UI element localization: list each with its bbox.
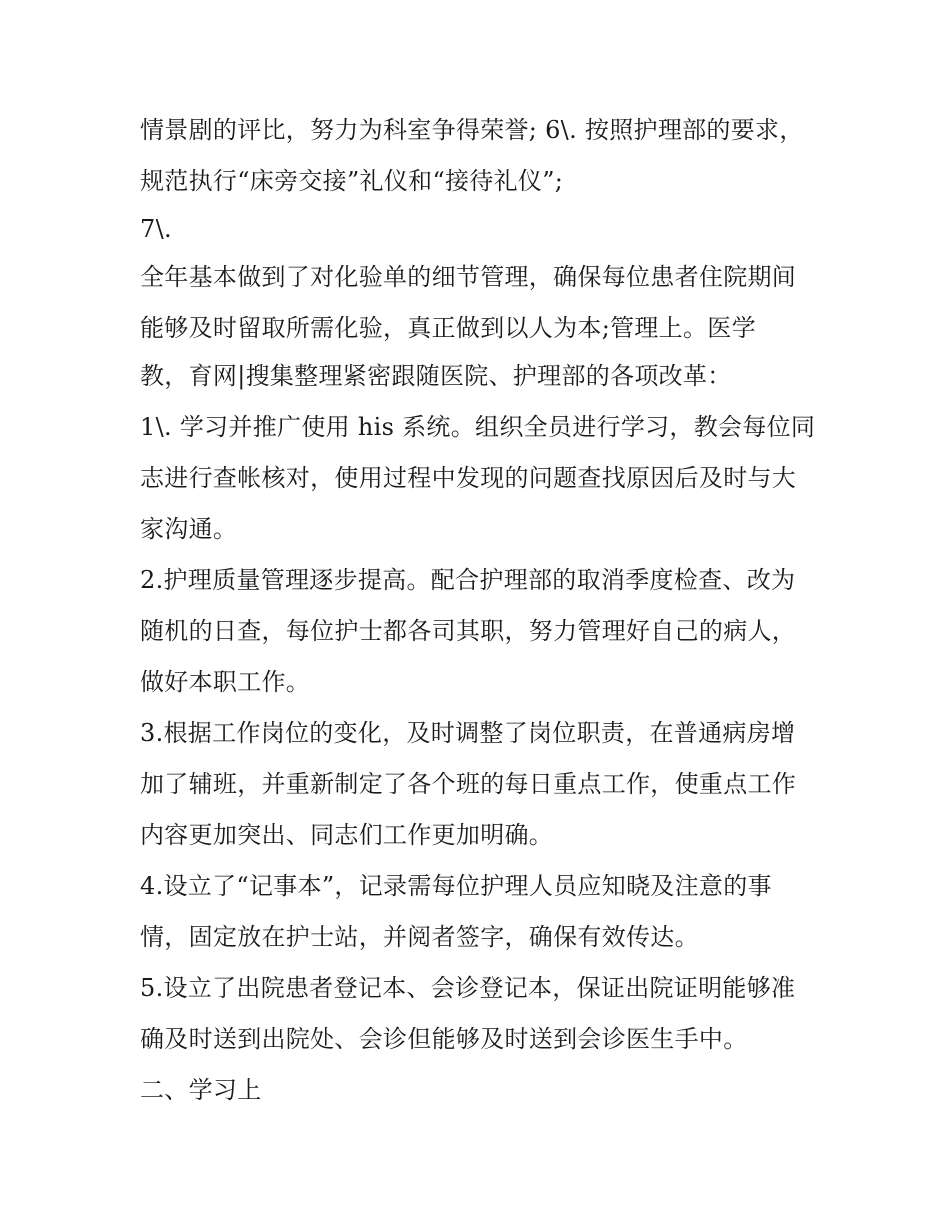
text-line: 规范执行“床旁交接”礼仪和“接待礼仪”; — [140, 167, 564, 195]
text-line: 情景剧的评比，努力为科室争得荣誉; 6\. 按照护理部的要求， — [140, 116, 804, 144]
text-line: 家沟通。 — [140, 515, 238, 543]
text-line: 4.设立了“记事本”，记录需每位护理人员应知晓及注意的事 — [140, 872, 772, 900]
section-heading: 二、学习上 — [140, 1076, 262, 1104]
text-line: 全年基本做到了对化验单的细节管理，确保每位患者住院期间 — [140, 263, 797, 291]
text-line: 3.根据工作岗位的变化，及时调整了岗位职责，在普通病房增 — [140, 719, 796, 747]
text-line: 5.设立了出院患者登记本、会诊登记本，保证出院证明能够准 — [140, 974, 796, 1002]
text-line: 志进行查帐核对，使用过程中发现的问题查找原因后及时与大 — [140, 464, 797, 492]
text-line: 7\. — [140, 215, 172, 243]
text-line: 内容更加突出、同志们工作更加明确。 — [140, 821, 554, 849]
text-line: 做好本职工作。 — [140, 668, 311, 696]
text-line: 情，固定放在护士站，并阅者签字，确保有效传达。 — [140, 923, 699, 951]
document-body — [140, 107, 830, 1118]
text-line: 2.护理质量管理逐步提高。配合护理部的取消季度检查、改为 — [140, 566, 796, 594]
text-line: 能够及时留取所需化验，真正做到以人为本;管理上。医学 — [140, 314, 756, 342]
text-line: 随机的日查，每位护士都各司其职，努力管理好自己的病人， — [140, 617, 797, 645]
text-line: 加了辅班，并重新制定了各个班的每日重点工作，使重点工作 — [140, 770, 797, 798]
text-line: 1\. 学习并推广使用 his 系统。组织全员进行学习，教会每位同 — [140, 413, 816, 441]
text-line: 教，育网|搜集整理紧密跟随医院、护理部的各项改革： — [140, 362, 732, 390]
text-line: 确及时送到出院处、会诊但能够及时送到会诊医生手中。 — [140, 1025, 748, 1053]
